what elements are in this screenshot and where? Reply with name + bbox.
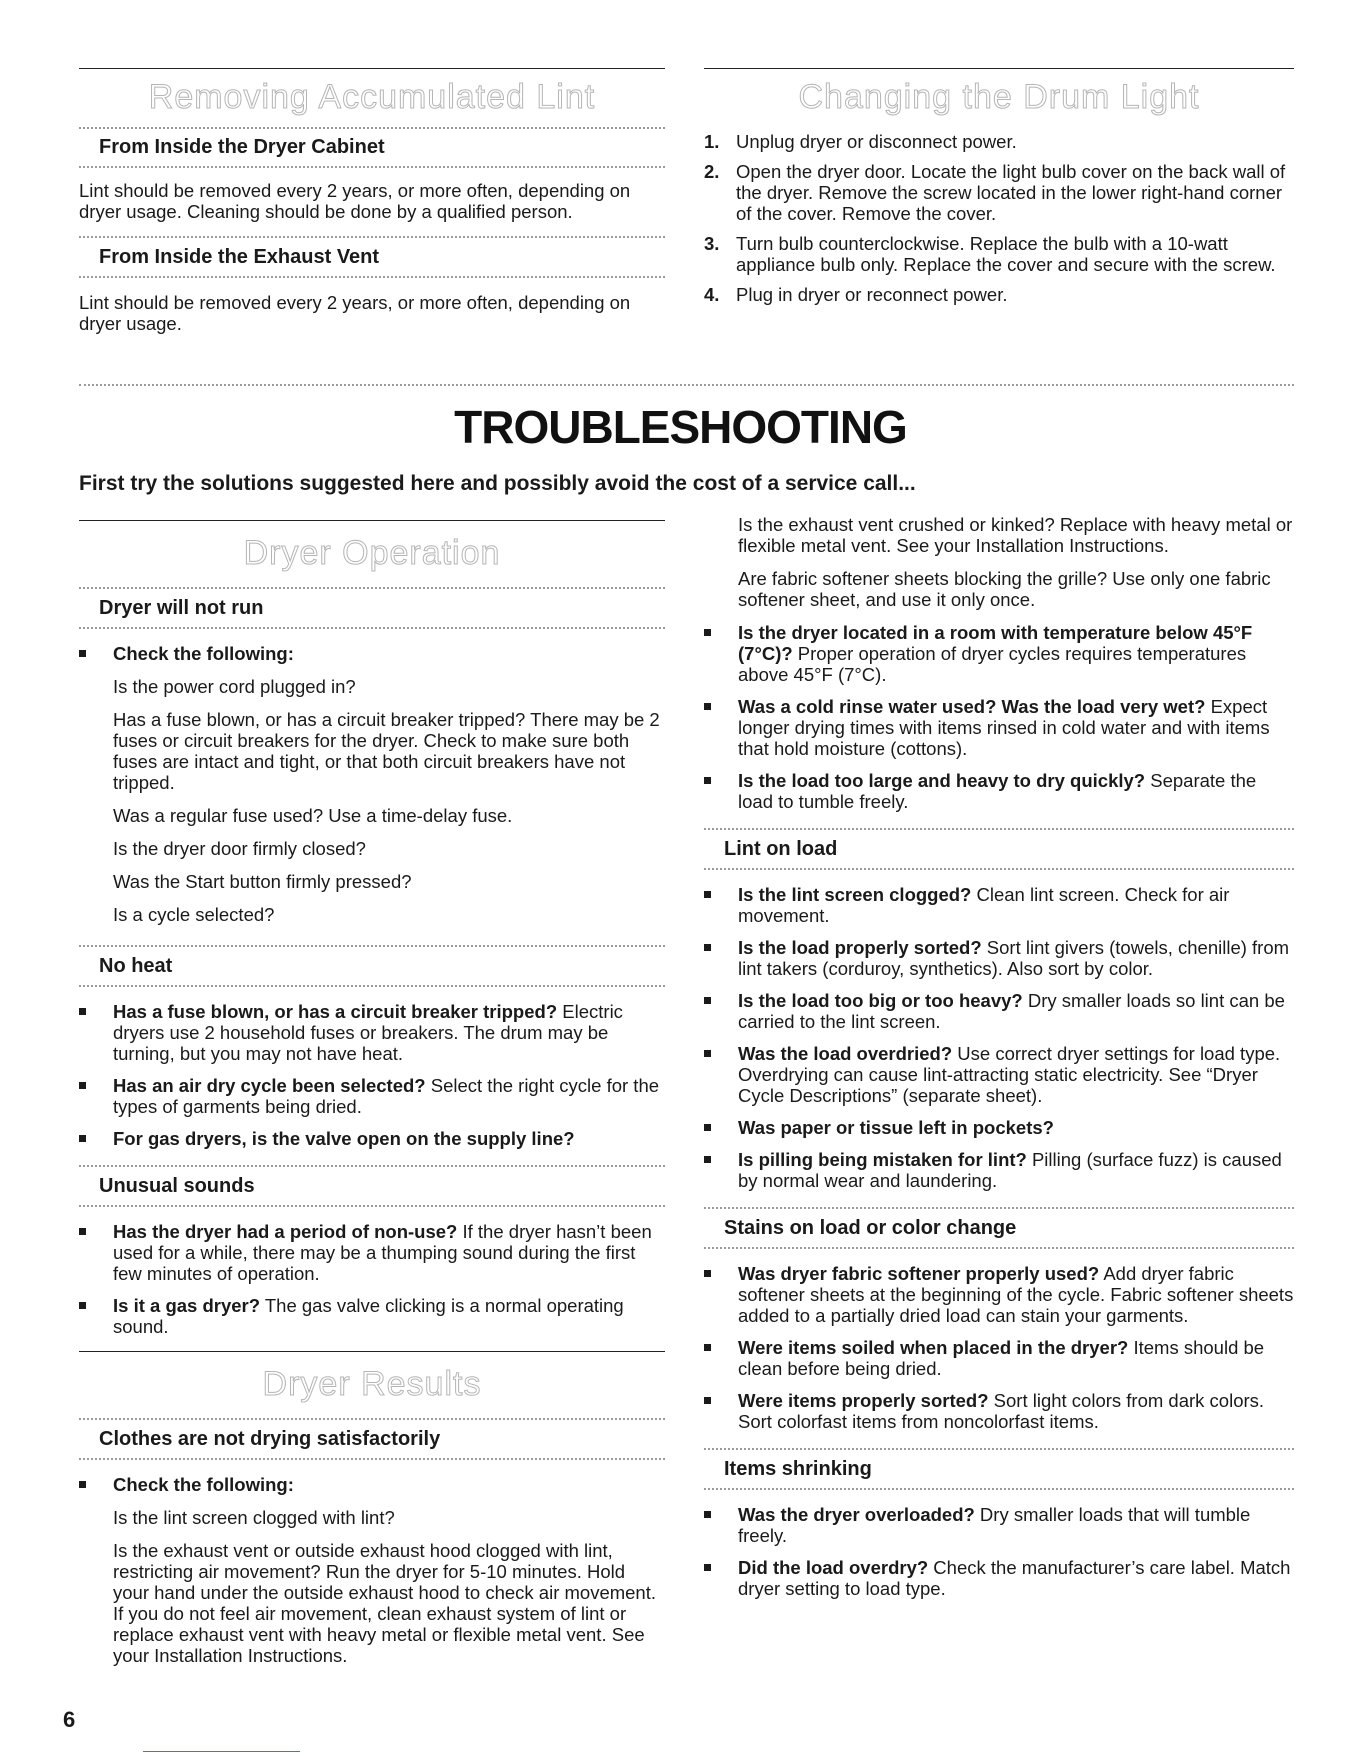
dotted-rule — [704, 1207, 1294, 1209]
shrinking-item — [704, 1557, 1294, 1599]
stains-item — [704, 1337, 1294, 1379]
vent-text: Lint should be removed every 2 years, or more often, depending on dryer usage. — [79, 292, 631, 334]
bullet-icon — [704, 1344, 711, 1351]
answer: Use correct dryer settings for load type. Overdrying can cause lint-attracting static electricity. See “Dryer Cycle Descriptions” (separate sheet). — [738, 1043, 1281, 1106]
page-divider — [79, 384, 1294, 386]
step-item — [704, 233, 1294, 275]
bullet-icon — [704, 1156, 711, 1163]
vent-subhead: From Inside the Exhaust Vent — [99, 246, 380, 268]
section-rule — [79, 68, 665, 69]
step-text: Plug in dryer or reconnect power. — [736, 284, 1008, 305]
left-column — [79, 520, 665, 1666]
bullet-icon — [79, 1302, 86, 1309]
dotted-rule — [79, 587, 665, 589]
page-number: 6 — [63, 1707, 76, 1732]
dotted-rule — [79, 1458, 665, 1460]
step-item — [704, 284, 1294, 305]
check-line: Was a regular fuse used? Use a time-delay fuse. — [113, 805, 513, 826]
answer: Items should be clean before being dried. — [738, 1337, 1265, 1379]
not-drying-item — [704, 696, 1294, 759]
not-drying-continued — [704, 514, 1294, 610]
drum-light-steps — [704, 131, 1294, 305]
no-heat-item — [79, 1001, 665, 1064]
question: Was the load overdried? — [738, 1043, 953, 1064]
stains-subhead: Stains on load or color change — [724, 1217, 1017, 1239]
dotted-rule — [79, 1205, 665, 1207]
shrinking-item — [704, 1504, 1294, 1546]
answer: If the dryer hasn’t been used for a while, there may be a thumping sound during the first few minutes of operation. — [113, 1221, 652, 1284]
check-line: Is the power cord plugged in? — [113, 676, 356, 697]
question: Did the load overdry? — [738, 1557, 929, 1578]
question: Is the load too large and heavy to dry quickly? — [738, 770, 1146, 791]
answer: Proper operation of dryer cycles requires temperatures above 45°F (7°C). — [738, 643, 1247, 685]
dotted-rule — [79, 166, 665, 168]
bullet-icon — [704, 1564, 711, 1571]
removing-lint-section — [79, 68, 665, 334]
bullet-icon — [704, 944, 711, 951]
bullet-icon — [79, 1135, 86, 1142]
lint-item — [704, 990, 1294, 1032]
drum-light-section — [704, 68, 1294, 314]
question: Is pilling being mistaken for lint? — [738, 1149, 1027, 1170]
dotted-rule — [704, 868, 1294, 870]
not-drying-item — [79, 1474, 665, 1666]
dryer-operation-heading: Dryer Operation — [243, 534, 501, 572]
not-drying-item — [704, 770, 1294, 812]
step-text: Open the dryer door. Locate the light bulb cover on the back wall of the dryer. Remove the screw located in the lower right-hand corner of the cover. Remove the cover. — [736, 161, 1286, 224]
footer-rule — [143, 1751, 300, 1752]
dryer-results-heading: Dryer Results — [262, 1365, 482, 1403]
bullet-icon — [704, 629, 711, 636]
question: Is the lint screen clogged? — [738, 884, 972, 905]
will-not-run-subhead: Dryer will not run — [99, 597, 264, 619]
no-heat-item — [79, 1128, 665, 1149]
step-item — [704, 131, 1294, 152]
no-heat-item — [79, 1075, 665, 1117]
dotted-rule — [704, 1488, 1294, 1490]
shrinking-subhead: Items shrinking — [724, 1458, 872, 1480]
question: Has a fuse blown, or has a circuit breaker tripped? — [113, 1001, 558, 1022]
check-line: Was the Start button firmly pressed? — [113, 871, 412, 892]
right-column — [704, 514, 1294, 1599]
troubleshooting-intro: First try the solutions suggested here and possibly avoid the cost of a service call... — [79, 472, 916, 495]
step-number: 3. — [704, 233, 720, 254]
check-line: Is the dryer door firmly closed? — [113, 838, 366, 859]
not-drying-item — [704, 622, 1294, 685]
step-text: Turn bulb counterclockwise. Replace the bulb with a 10-watt appliance bulb only. Replace the cover and secure with the screw. — [736, 233, 1276, 275]
bullet-icon — [79, 1228, 86, 1235]
question: Is the load too big or too heavy? — [738, 990, 1023, 1011]
dotted-rule — [79, 985, 665, 987]
dotted-rule — [79, 276, 665, 278]
question: Was dryer fabric softener properly used? — [738, 1263, 1100, 1284]
bullet-icon — [79, 1481, 86, 1488]
answer: Check the manufacturer’s care label. Match dryer setting to load type. — [738, 1557, 1291, 1599]
answer: Add dryer fabric softener sheets at the beginning of the cycle. Fabric softener sheets added to a partially dried load can stain your garments. — [738, 1263, 1294, 1326]
lint-item — [704, 1149, 1294, 1191]
question: Was a cold rinse water used? Was the load very wet? — [738, 696, 1206, 717]
bullet-icon — [704, 1511, 711, 1518]
answer: Select the right cycle for the types of garments being dried. — [113, 1075, 660, 1117]
question: Is the dryer located in a room with temperature below 45°F (7°C)? — [738, 622, 1253, 664]
check-line: Is the exhaust vent crushed or kinked? Replace with heavy metal or flexible metal vent. See your Installation Instructions. — [738, 514, 1293, 556]
answer: Dry smaller loads so lint can be carried to the lint screen. — [738, 990, 1285, 1032]
check-label: Check the following: — [113, 1474, 294, 1495]
question: Has the dryer had a period of non-use? — [113, 1221, 458, 1242]
question: Was the dryer overloaded? — [738, 1504, 975, 1525]
bullet-icon — [704, 1397, 711, 1404]
bullet-icon — [704, 1124, 711, 1131]
question: Were items soiled when placed in the dryer? — [738, 1337, 1129, 1358]
dotted-rule — [79, 945, 665, 947]
check-line: Has a fuse blown, or has a circuit breaker tripped? There may be 2 fuses or circuit breakers for the dryer. Check to make sure both fuses are intact and tight, or that both circuit breakers have not tripped. — [113, 709, 660, 793]
question: Was paper or tissue left in pockets? — [738, 1117, 1054, 1138]
answer: The gas valve clicking is a normal operating sound. — [113, 1295, 624, 1337]
bullet-icon — [704, 777, 711, 784]
dotted-rule — [704, 828, 1294, 830]
dotted-rule — [704, 1448, 1294, 1450]
unusual-sounds-subhead: Unusual sounds — [99, 1175, 255, 1197]
dotted-rule — [79, 1165, 665, 1167]
check-line: Is the lint screen clogged with lint? — [113, 1507, 395, 1528]
answer: Clean lint screen. Check for air movement. — [738, 884, 1230, 926]
dotted-rule — [704, 1247, 1294, 1249]
question: Is the load properly sorted? — [738, 937, 982, 958]
section-rule — [79, 1351, 665, 1352]
bullet-icon — [704, 1050, 711, 1057]
dotted-rule — [79, 1418, 665, 1420]
dotted-rule — [79, 627, 665, 629]
check-label: Check the following: — [113, 643, 294, 664]
bullet-icon — [704, 997, 711, 1004]
check-line: Is a cycle selected? — [113, 904, 275, 925]
step-number: 4. — [704, 284, 720, 305]
stains-item — [704, 1263, 1294, 1326]
question: Has an air dry cycle been selected? — [113, 1075, 426, 1096]
answer: Electric dryers use 2 household fuses or breakers. The drum may be turning, but you may not have heat. — [113, 1001, 623, 1064]
stains-item — [704, 1390, 1294, 1432]
no-heat-subhead: No heat — [99, 955, 173, 977]
bullet-icon — [704, 891, 711, 898]
check-line: Is the exhaust vent or outside exhaust hood clogged with lint, restricting air movement? Run the dryer for 5-10 minutes. Hold your hand under the outside exhaust hood to check air movement. If you do not feel air movement, clean exhaust system of lint or replace exhaust vent with heavy metal or flexible metal vent. See your Installation Instructions. — [113, 1540, 657, 1666]
question: Were items properly sorted? — [738, 1390, 989, 1411]
lint-item — [704, 937, 1294, 979]
drum-light-heading: Changing the Drum Light — [798, 78, 1200, 116]
answer: Sort lint givers (towels, chenille) from lint takers (corduroy, synthetics). Also sort by color. — [738, 937, 1290, 979]
lint-item — [704, 1117, 1294, 1138]
question: Is it a gas dryer? — [113, 1295, 261, 1316]
answer: Separate the load to tumble freely. — [738, 770, 1257, 812]
not-drying-subhead: Clothes are not drying satisfactorily — [99, 1428, 441, 1450]
step-number: 1. — [704, 131, 720, 152]
step-item — [704, 161, 1294, 224]
troubleshooting-title: TROUBLESHOOTING — [454, 401, 907, 453]
cabinet-subhead: From Inside the Dryer Cabinet — [99, 136, 385, 158]
step-number: 2. — [704, 161, 720, 182]
check-line: Are fabric softener sheets blocking the grille? Use only one fabric softener sheet, and use it only once. — [738, 568, 1271, 610]
bullet-icon — [704, 1270, 711, 1277]
bullet-icon — [79, 1008, 86, 1015]
step-text: Unplug dryer or disconnect power. — [736, 131, 1017, 152]
lint-item — [704, 884, 1294, 926]
unusual-sounds-item — [79, 1221, 665, 1284]
answer: Dry smaller loads that will tumble freely. — [738, 1504, 1251, 1546]
unusual-sounds-item — [79, 1295, 665, 1337]
bullet-icon — [79, 650, 86, 657]
will-not-run-item — [79, 643, 665, 925]
lint-item — [704, 1043, 1294, 1106]
bullet-icon — [704, 703, 711, 710]
dotted-rule — [79, 127, 665, 129]
lint-on-load-subhead: Lint on load — [724, 838, 838, 860]
section-rule — [79, 520, 665, 521]
answer: Expect longer drying times with items rinsed in cold water and with items that hold moisture (cottons). — [738, 696, 1270, 759]
section-rule — [704, 68, 1294, 69]
cabinet-text: Lint should be removed every 2 years, or more often, depending on dryer usage. Cleaning should be done by a qualified person. — [79, 180, 631, 222]
answer: Sort light colors from dark colors. Sort colorfast items from noncolorfast items. — [738, 1390, 1265, 1432]
bullet-icon — [79, 1082, 86, 1089]
answer: Pilling (surface fuzz) is caused by normal wear and laundering. — [738, 1149, 1282, 1191]
question: For gas dryers, is the valve open on the supply line? — [113, 1128, 575, 1149]
dotted-rule — [79, 236, 665, 238]
removing-lint-heading: Removing Accumulated Lint — [148, 78, 596, 116]
